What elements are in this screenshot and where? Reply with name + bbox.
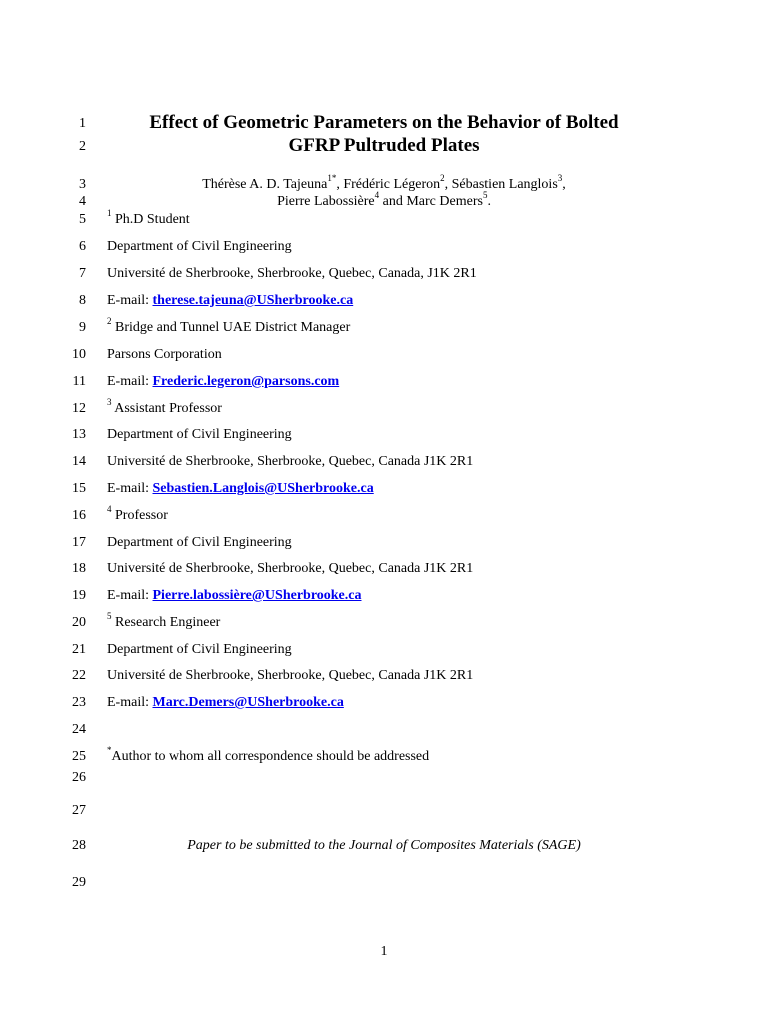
author-marker: 3 (557, 173, 563, 184)
affiliation-address: Université de Sherbrooke, Sherbrooke, Quebec, Canada, J1K 2R1 (107, 266, 477, 281)
line-number: 28 (72, 838, 86, 853)
affiliation-role (107, 316, 351, 336)
line-number: 13 (72, 427, 86, 442)
line-number: 6 (79, 239, 86, 254)
email-link[interactable]: Frederic.legeron@parsons.com (152, 374, 340, 389)
line-number: 2 (79, 139, 86, 154)
role-text: Assistant Professor (114, 401, 222, 416)
author-marker: 2 (440, 173, 445, 184)
email-label: E-mail: (107, 588, 153, 603)
paper-title-line-1: Effect of Geometric Parameters on the Behavior of Bolted (149, 112, 619, 133)
affiliation-address: Université de Sherbrooke, Sherbrooke, Quebec, Canada J1K 2R1 (107, 454, 474, 469)
email-label: E-mail: (107, 481, 153, 496)
role-text: Ph.D Student (115, 212, 190, 227)
affiliation-org: Parsons Corporation (107, 347, 222, 362)
line-number: 23 (72, 695, 86, 710)
affiliation-address: Université de Sherbrooke, Sherbrooke, Quebec, Canada J1K 2R1 (107, 668, 474, 683)
correspondence-text: Author to whom all correspondence should be addressed (111, 749, 430, 764)
line-number: 24 (72, 722, 86, 737)
affiliation-org: Department of Civil Engineering (107, 239, 292, 254)
affiliation-email-line (107, 695, 344, 711)
line-number: 7 (79, 266, 86, 281)
line-number: 14 (72, 454, 86, 469)
affiliation-marker: 2 (107, 316, 112, 327)
email-label: E-mail: (107, 695, 153, 710)
author-marker: 5 (482, 190, 488, 201)
line-number: 16 (72, 508, 86, 523)
affiliation-marker: 5 (107, 611, 112, 622)
role-text: Research Engineer (115, 615, 221, 630)
affiliation-marker: 3 (107, 397, 112, 408)
role-text: Professor (115, 508, 168, 523)
author-name: Marc Demers (406, 194, 483, 209)
correspondence-note (107, 745, 430, 765)
affiliation-email-line (107, 293, 353, 309)
email-link[interactable]: therese.tajeuna@USherbrooke.ca (152, 293, 354, 308)
line-number: 8 (79, 293, 86, 308)
line-number: 20 (72, 615, 86, 630)
line-number: 18 (72, 561, 86, 576)
submission-note: Paper to be submitted to the Journal of Composites Materials (SAGE) (187, 838, 581, 853)
line-number: 12 (72, 401, 86, 416)
affiliation-role (107, 208, 190, 228)
line-number: 1 (79, 116, 86, 131)
line-number: 3 (79, 177, 86, 192)
page-number: 1 (380, 944, 388, 959)
affiliation-role (107, 611, 221, 631)
line-number: 9 (79, 320, 86, 335)
email-label: E-mail: (107, 374, 153, 389)
line-number: 29 (72, 875, 86, 890)
affiliation-role (107, 504, 168, 524)
affiliation-org: Department of Civil Engineering (107, 642, 292, 657)
line-number: 19 (72, 588, 86, 603)
line-number: 11 (72, 374, 86, 389)
affiliation-org: Department of Civil Engineering (107, 535, 292, 550)
line-number: 4 (79, 194, 86, 209)
line-number: 17 (72, 535, 86, 550)
email-label: E-mail: (107, 293, 153, 308)
author-name: Thérèse A. D. Tajeuna (202, 177, 328, 192)
email-link[interactable]: Sebastien.Langlois@USherbrooke.ca (152, 481, 374, 496)
author-marker: 4 (374, 190, 380, 201)
author-name: Sébastien Langlois (451, 177, 558, 192)
affiliation-role (107, 397, 222, 417)
role-text: Bridge and Tunnel UAE District Manager (115, 320, 351, 335)
line-number: 10 (72, 347, 86, 362)
affiliation-address: Université de Sherbrooke, Sherbrooke, Quebec, Canada J1K 2R1 (107, 561, 474, 576)
line-number: 22 (72, 668, 86, 683)
line-number: 15 (72, 481, 86, 496)
paper-title-line-2: GFRP Pultruded Plates (288, 135, 480, 156)
line-number: 25 (72, 749, 86, 764)
line-number: 26 (72, 770, 86, 785)
author-name: Frédéric Légeron (343, 177, 441, 192)
affiliation-email-line (107, 374, 339, 390)
author-list-line-2: Pierre Labossière$^4$ and Marc Demers$^5$. (277, 190, 491, 209)
line-number: 5 (79, 212, 86, 227)
line-number: 21 (72, 642, 86, 657)
author-list-line-1: Thérèse A. D. Tajeuna$^{1*}$, Frédéric Légeron$^2$, Sébastien Langlois$^3$, (202, 173, 566, 192)
author-name: Pierre Labossière (277, 194, 375, 209)
author-marker: 1* (327, 173, 337, 184)
email-link[interactable]: Marc.Demers@USherbrooke.ca (152, 695, 344, 710)
affiliation-email-line (107, 481, 374, 497)
affiliation-marker: 1 (107, 208, 112, 219)
affiliation-email-line (107, 588, 362, 604)
email-link[interactable]: Pierre.labossière@USherbrooke.ca (152, 588, 362, 603)
affiliation-marker: 4 (107, 504, 112, 515)
correspondence-marker: * (107, 745, 112, 756)
line-number: 27 (72, 803, 86, 818)
affiliation-org: Department of Civil Engineering (107, 427, 292, 442)
